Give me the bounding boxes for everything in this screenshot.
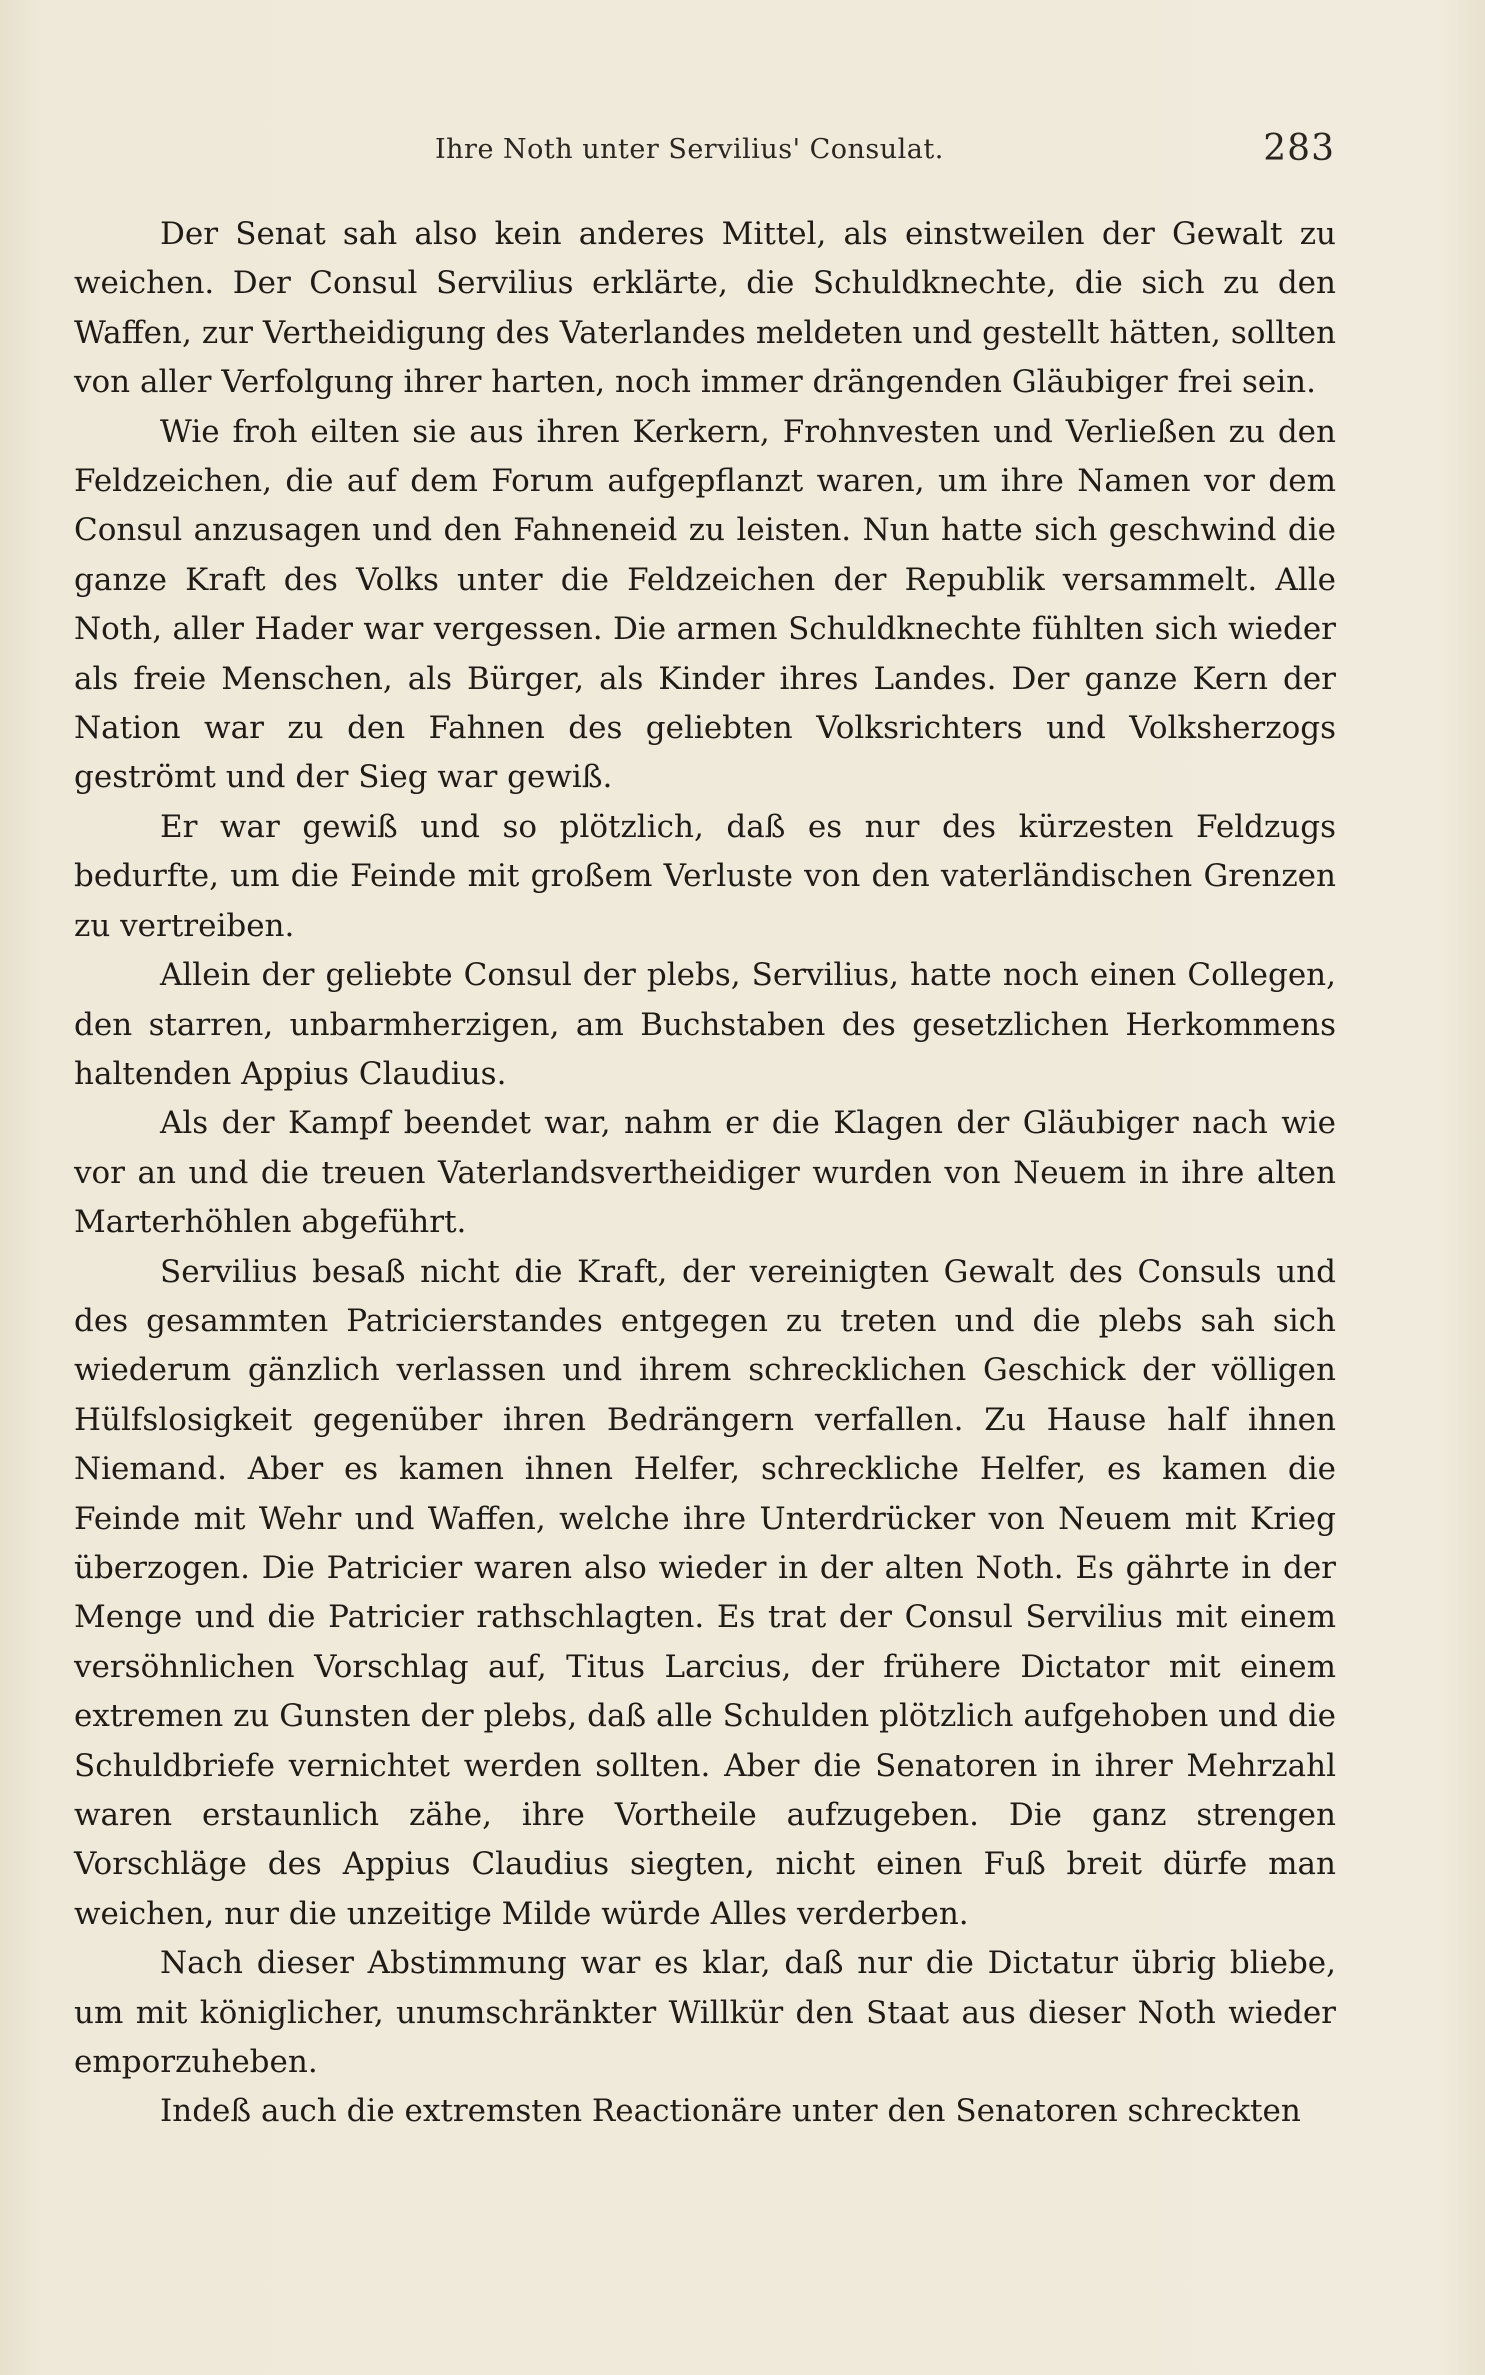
paragraph: Servilius besaß nicht die Kraft, der vereinigten Gewalt des Consuls und des gesammten Patricierstandes entgegen zu treten und die plebs sah sich wiederum gänzlich verlassen und ihrem schrecklichen Geschick der völligen Hülfslosigkeit gegenüber ihren Bedrängern verfallen. Zu Hause half ihnen Niemand. Aber es kamen ihnen Helfer, schreckliche Helfer, es kamen die Feinde mit Wehr und Waffen, welche ihre Unterdrücker von Neuem mit Krieg überzogen. Die Patricier waren also wieder in der alten Noth. Es gährte in der Menge und die Patricier rathschlagten. Es trat der Consul Servilius mit einem versöhnlichen Vorschlag auf, Titus Larcius, der frühere Dictator mit einem extremen zu Gunsten der plebs, daß alle Schulden plötzlich aufgehoben und die Schuldbriefe vernichtet werden sollten. Aber die Senatoren in ihrer Mehrzahl waren erstaunlich zähe, ihre Vortheile aufzugeben. Die ganz strengen Vorschläge des Appius Claudius siegten, nicht einen Fuß breit dürfe man weichen, nur die unzeitige Milde würde Alles verderben. bbox=[74, 1253, 1336, 1932]
paragraph: Indeß auch die extremsten Reactionäre unter den Senatoren schreckten bbox=[160, 2093, 1301, 2130]
body-text bbox=[74, 210, 1336, 2137]
paragraph: Als der Kampf beendet war, nahm er die Klagen der Gläubiger nach wie vor an und die treuen Vaterlandsvertheidiger wurden von Neuem in ihre alten Marterhöhlen abgeführt. bbox=[74, 1105, 1336, 1241]
paragraph: Er war gewiß und so plötzlich, daß es nur des kürzesten Feldzugs bedurfte, um die Feinde mit großem Verluste von den vaterländischen Grenzen zu vertreiben. bbox=[74, 808, 1336, 944]
paragraph: Allein der geliebte Consul der plebs, Servilius, hatte noch einen Collegen, den starren, unbarmherzigen, am Buchstaben des gesetzlichen Herkommens haltenden Appius Claudius. bbox=[74, 957, 1336, 1092]
paragraph: Der Senat sah also kein anderes Mittel, als einstweilen der Gewalt zu weichen. Der Consul Servilius erklärte, die Schuldknechte, die sich zu den Waffen, zur Vertheidigung des Vaterlandes meldeten und gestellt hätten, sollten von aller Verfolgung ihrer harten, noch immer drängenden Gläubiger frei sein. bbox=[74, 216, 1336, 401]
paragraph: Wie froh eilten sie aus ihren Kerkern, Frohnvesten und Verließen zu den Feldzeichen, die auf dem Forum aufgepflanzt waren, um ihre Namen vor dem Consul anzusagen und den Fahneneid zu leisten. Nun hatte sich geschwind die ganze Kraft des Volks unter die Feldzeichen der Republik versammelt. Alle Noth, aller Hader war vergessen. Die armen Schuldknechte fühlten sich wieder als freie Menschen, als Bürger, als Kinder ihres Landes. Der ganze Kern der Nation war zu den Fahnen des geliebten Volksrichters und Volksherzogs geströmt und der Sieg war gewiß. bbox=[74, 413, 1336, 796]
page-number: 283 bbox=[1263, 128, 1335, 169]
running-header bbox=[70, 128, 1335, 178]
running-title: Ihre Noth unter Servilius' Consulat. bbox=[435, 134, 944, 165]
paragraph: Nach dieser Abstimmung war es klar, daß nur die Dictatur übrig bliebe, um mit königlicher, unumschränkter Willkür den Staat aus dieser Noth wieder emporzuheben. bbox=[74, 1945, 1336, 2081]
